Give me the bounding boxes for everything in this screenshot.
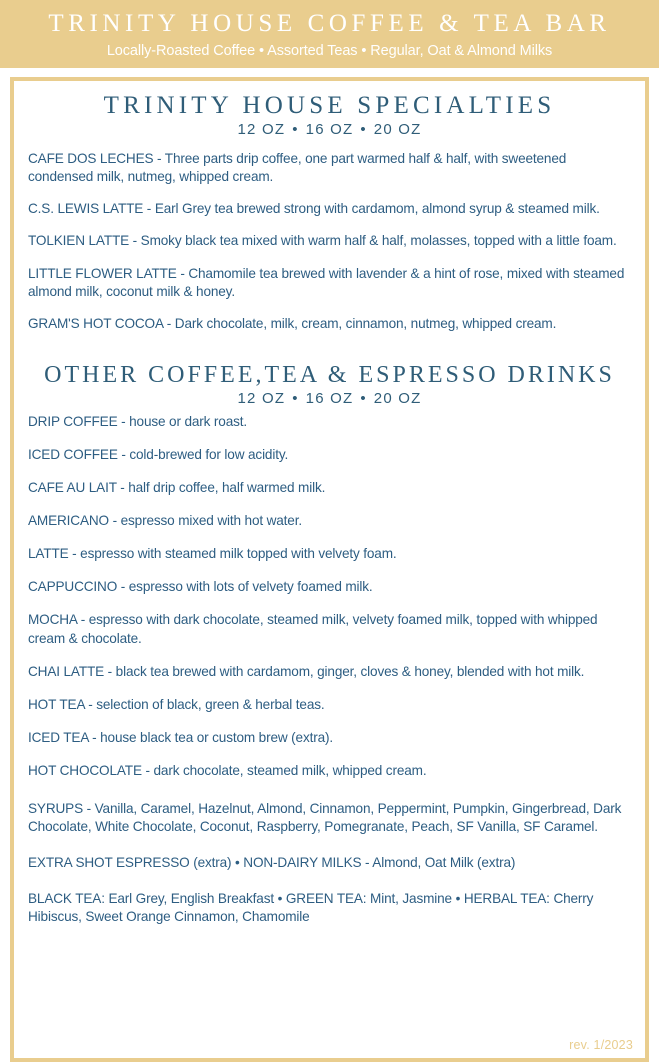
size-option-12oz: 12 OZ <box>237 121 286 139</box>
menu-item: CAPPUCCINO - espresso with lots of velvety foamed milk. <box>28 579 373 595</box>
menu-item: DRIP COFFEE - house or dark roast. <box>28 413 248 429</box>
menu-item: CAFE AU LAIT - half drip coffee, half warmed milk. <box>28 480 326 496</box>
menu-item: LATTE - espresso with steamed milk topped with velvety foam. <box>28 546 397 562</box>
revision-stamp: rev. 1/2023 <box>569 1038 633 1052</box>
menu-item: LITTLE FLOWER LATTE - Chamomile tea brewed with lavender & a hint of rose, mixed with steamed almond milk, coconut milk & honey. <box>28 265 625 299</box>
section-heading-other-drinks: OTHER COFFEE,TEA & ESPRESSO DRINKS <box>44 361 615 388</box>
menu-item: AMERICANO - espresso mixed with hot water. <box>28 513 302 529</box>
size-separator-icon: • <box>360 389 367 407</box>
size-option-16oz: 16 OZ <box>305 389 354 407</box>
menu-item: TOLKIEN LATTE - Smoky black tea mixed with warm half & half, molasses, topped with a little foam. <box>28 233 617 249</box>
section-specialties <box>28 93 631 333</box>
menu-item: CAFE DOS LECHES - Three parts drip coffee, one part warmed half & half, with sweetened condensed milk, nutmeg, whipped cream. <box>28 151 567 185</box>
menu-title: TRINITY HOUSE COFFEE & TEA BAR <box>48 10 611 37</box>
size-option-20oz: 20 OZ <box>373 121 422 139</box>
size-separator-icon: • <box>292 389 299 407</box>
menu-item: C.S. LEWIS LATTE - Earl Grey tea brewed strong with cardamom, almond syrup & steamed milk. <box>28 201 600 217</box>
menu-item: CHAI LATTE - black tea brewed with cardamom, ginger, cloves & honey, blended with hot milk. <box>28 663 585 679</box>
section-sizes-other-drinks <box>28 390 631 407</box>
menu-item: HOT TEA - selection of black, green & herbal teas. <box>28 696 325 712</box>
size-separator-icon: • <box>292 121 299 139</box>
section-sizes-specialties <box>28 121 631 138</box>
menu-item: HOT CHOCOLATE - dark chocolate, steamed milk, whipped cream. <box>28 762 427 778</box>
note-addons: EXTRA SHOT ESPRESSO (extra) • NON-DAIRY MILKS - Almond, Oat Milk (extra) <box>28 855 516 871</box>
menu-subtitle: Locally-Roasted Coffee • Assorted Teas • Regular, Oat & Almond Milks <box>106 43 553 59</box>
size-separator-icon: • <box>360 121 367 139</box>
menu-item: ICED COFFEE - cold-brewed for low acidity. <box>28 447 289 463</box>
menu-frame <box>10 77 649 1062</box>
section-other-drinks <box>28 363 631 780</box>
size-option-20oz: 20 OZ <box>373 389 422 407</box>
menu-notes <box>28 800 631 926</box>
size-option-12oz: 12 OZ <box>237 389 286 407</box>
specialties-item-list <box>28 150 631 333</box>
note-tea-varieties: BLACK TEA: Earl Grey, English Breakfast • GREEN TEA: Mint, Jasmine • HERBAL TEA: Cherry Hibiscus, Sweet Orange Cinnamon, Chamomile <box>28 891 594 925</box>
note-syrups: SYRUPS - Vanilla, Caramel, Hazelnut, Almond, Cinnamon, Peppermint, Pumpkin, Gingerbread, Dark Chocolate, White Chocolate, Coconut, Raspberry, Pomegranate, Peach, SF Vanilla, SF Caramel. <box>28 800 622 834</box>
menu-item: ICED TEA - house black tea or custom brew (extra). <box>28 729 334 745</box>
menu-item: GRAM'S HOT COCOA - Dark chocolate, milk, cream, cinnamon, nutmeg, whipped cream. <box>28 315 557 331</box>
other-drinks-item-list <box>28 413 631 780</box>
size-option-16oz: 16 OZ <box>305 121 354 139</box>
section-heading-specialties: TRINITY HOUSE SPECIALTIES <box>103 92 556 119</box>
menu-item: MOCHA - espresso with dark chocolate, steamed milk, velvety foamed milk, topped with whipped cream & chocolate. <box>28 612 598 646</box>
menu-banner <box>0 0 659 68</box>
